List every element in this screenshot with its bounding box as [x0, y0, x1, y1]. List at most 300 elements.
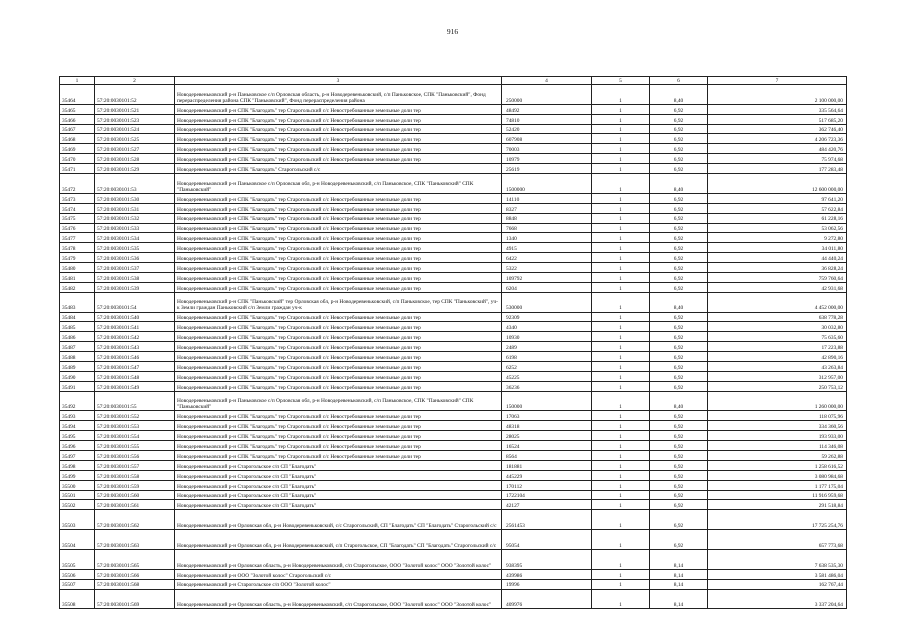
cadastral-number: 57:20:0030101:528: [95, 154, 175, 164]
rate-value: 6,92: [650, 312, 708, 322]
quantity-value: 1: [592, 144, 650, 154]
quantity-value: 1: [592, 500, 650, 510]
quantity-value: 1: [592, 282, 650, 292]
cadastral-number: 57:20:0030101:555: [95, 441, 175, 451]
cadastral-number: 57:20:0030101:539: [95, 282, 175, 292]
address-description: Новодеревеньковский р-н СПК "Паньковский" тер Орловская обл, р-н Новодеревеньковский, с/п Паньковское, тер СПК "Паньковский", уч-к Земли граждан Паньковский с/п Земли граждан уч-к: [175, 292, 502, 312]
table-row: [60, 282, 847, 292]
address-description: Новодеревеньковский р-н СПК "Благодать" тер Старогольский с/с Невостребованные земельные доли тер: [175, 124, 502, 134]
cadastral-number: 57:20:0030101:54: [95, 292, 175, 312]
cadastral-number: 57:20:0030101:537: [95, 263, 175, 273]
total-value: 30 032,80: [708, 322, 847, 332]
quantity-value: 1: [592, 352, 650, 362]
table-body: [60, 85, 847, 609]
cadastral-number: 57:20:0030101:543: [95, 342, 175, 352]
table-row: [60, 292, 847, 312]
row-number: 35485: [60, 322, 95, 332]
total-value: 11 916 959,68: [708, 490, 847, 500]
area-value: 8327: [502, 203, 592, 213]
area-value: 25619: [502, 164, 592, 174]
table-row: [60, 223, 847, 233]
total-value: 638 778,28: [708, 312, 847, 322]
row-number: 35470: [60, 154, 95, 164]
table-row: [60, 193, 847, 203]
total-value: 162 767,44: [708, 579, 847, 589]
table-row: [60, 569, 847, 579]
page-number: 916: [446, 27, 459, 36]
cadastral-number: 57:20:0030101:554: [95, 431, 175, 441]
area-value: 1340: [502, 233, 592, 243]
address-description: Новодеревеньковский р-н СПК "Благодать" тер Старогольский с/с Невостребованные земельные доли тер: [175, 421, 502, 431]
table-row: [60, 411, 847, 421]
table-row: [60, 243, 847, 253]
rate-value: 6,92: [650, 193, 708, 203]
total-value: 43 263,84: [708, 361, 847, 371]
cadastral-number: 57:20:0030101:55: [95, 391, 175, 411]
total-value: 114 346,08: [708, 441, 847, 451]
total-value: 44 440,24: [708, 253, 847, 263]
total-value: 75 635,60: [708, 332, 847, 342]
address-description: Новодеревеньковский р-н Паньковское с/п Орловская обл, р-н Новодеревеньковский, с/п Паньковское, СПК "Паньковский" СПК "Паньковский": [175, 174, 502, 194]
total-value: 1 177 175,04: [708, 480, 847, 490]
quantity-value: 1: [592, 114, 650, 124]
cadastral-number: 57:20:0030101:525: [95, 134, 175, 144]
row-number: 35466: [60, 114, 95, 124]
area-value: 95054: [502, 530, 592, 550]
rate-value: 6,92: [650, 134, 708, 144]
table-header: [60, 77, 847, 85]
quantity-value: 1: [592, 332, 650, 342]
quantity-value: 1: [592, 421, 650, 431]
rate-value: 6,92: [650, 263, 708, 273]
area-value: 19996: [502, 579, 592, 589]
area-value: 17063: [502, 411, 592, 421]
address-description: Новодеревеньковский р-н СПК "Благодать" тер Старогольский с/с Невостребованные земельные доли тер: [175, 263, 502, 273]
rate-value: 8,40: [650, 391, 708, 411]
quantity-value: 1: [592, 342, 650, 352]
area-value: 2489: [502, 342, 592, 352]
total-value: 59 262,88: [708, 451, 847, 461]
cadastral-number: 57:20:0030101:521: [95, 104, 175, 114]
area-value: 48492: [502, 104, 592, 114]
cadastral-number: 57:20:0030101:561: [95, 500, 175, 510]
total-value: 97 641,20: [708, 193, 847, 203]
area-value: 16524: [502, 441, 592, 451]
area-value: 170112: [502, 480, 592, 490]
table-row: [60, 530, 847, 550]
quantity-value: 1: [592, 85, 650, 105]
address-description: Новодеревеньковский р-н СПК "Благодать" тер Старогольский с/с Невостребованные земельные доли тер: [175, 104, 502, 114]
table-row: [60, 579, 847, 589]
quantity-value: 1: [592, 174, 650, 194]
area-value: 45225: [502, 371, 592, 381]
quantity-value: 1: [592, 164, 650, 174]
total-value: 9 272,80: [708, 233, 847, 243]
rate-value: 6,92: [650, 381, 708, 391]
rate-value: 6,92: [650, 253, 708, 263]
address-description: Новодеревеньковский р-н Орловская область, р-н Новодеревеньковский, с/п Старогольское, ООО "Золотой колос" ООО "Золотой колос": [175, 589, 502, 609]
quantity-value: 1: [592, 460, 650, 470]
address-description: Новодеревеньковский р-н Паньковское с/п Орловская область, р-н Новодеревеньковский, с/п Паньковское, СПК "Паньковский", Фонд перераспределения района СПК "Паньковский", Фонд перераспределения района: [175, 85, 502, 105]
total-value: 484 420,76: [708, 144, 847, 154]
row-number: 35481: [60, 272, 95, 282]
area-value: 52420: [502, 124, 592, 134]
cadastral-number: 57:20:0030101:533: [95, 223, 175, 233]
address-description: Новодеревеньковский р-н СПК "Благодать" тер Старогольский с/с Невостребованные земельные доли тер: [175, 431, 502, 441]
cadastral-number: 57:20:0030101:53: [95, 174, 175, 194]
quantity-value: 1: [592, 411, 650, 421]
rate-value: 6,92: [650, 223, 708, 233]
quantity-value: 1: [592, 253, 650, 263]
total-value: 335 564,64: [708, 104, 847, 114]
quantity-value: 1: [592, 510, 650, 530]
rate-value: 6,92: [650, 322, 708, 332]
total-value: 4 452 000,00: [708, 292, 847, 312]
row-number: 35487: [60, 342, 95, 352]
cadastral-number: 57:20:0030101:530: [95, 193, 175, 203]
cadastral-number: 57:20:0030101:536: [95, 253, 175, 263]
area-value: 10930: [502, 332, 592, 342]
rate-value: 6,92: [650, 233, 708, 243]
quantity-value: 1: [592, 530, 650, 550]
address-description: Новодеревеньковский р-н СПК "Благодать" тер Старогольский с/с Невостребованные земельные доли тер: [175, 114, 502, 124]
land-registry-table: [59, 76, 847, 609]
cadastral-number: 57:20:0030101:560: [95, 490, 175, 500]
row-number: 35477: [60, 233, 95, 243]
cadastral-number: 57:20:0030101:531: [95, 203, 175, 213]
row-number: 35489: [60, 361, 95, 371]
total-value: 291 518,84: [708, 500, 847, 510]
quantity-value: 1: [592, 361, 650, 371]
total-value: 61 228,16: [708, 213, 847, 223]
quantity-value: 1: [592, 391, 650, 411]
total-value: 42 890,16: [708, 352, 847, 362]
rate-value: 8,14: [650, 589, 708, 609]
table-row: [60, 312, 847, 322]
area-value: 14110: [502, 193, 592, 203]
total-value: 17 223,88: [708, 342, 847, 352]
area-value: 409976: [502, 589, 592, 609]
table-row: [60, 85, 847, 105]
area-value: 42127: [502, 500, 592, 510]
table-row: [60, 391, 847, 411]
quantity-value: 1: [592, 193, 650, 203]
table-row: [60, 213, 847, 223]
quantity-value: 1: [592, 272, 650, 282]
total-value: 3 080 984,68: [708, 470, 847, 480]
address-description: Новодеревеньковский р-н СПК "Благодать" Старогольский с/с: [175, 164, 502, 174]
row-number: 35498: [60, 460, 95, 470]
area-value: 1722104: [502, 490, 592, 500]
table-row: [60, 460, 847, 470]
row-number: 35479: [60, 253, 95, 263]
address-description: Новодеревеньковский р-н СПК "Благодать" тер Старогольский с/с Невостребованные земельные доли тер: [175, 203, 502, 213]
rate-value: 6,92: [650, 203, 708, 213]
rate-value: 6,92: [650, 342, 708, 352]
cadastral-number: 57:20:0030101:566: [95, 569, 175, 579]
rate-value: 8,40: [650, 85, 708, 105]
rate-value: 6,92: [650, 431, 708, 441]
total-value: 4 206 723,36: [708, 134, 847, 144]
address-description: Новодеревеньковский р-н СПК "Благодать" тер Старогольский с/с Невостребованные земельные доли тер: [175, 352, 502, 362]
address-description: Новодеревеньковский р-н Старогольское с/п СП "Благодать": [175, 480, 502, 490]
total-value: 34 011,80: [708, 243, 847, 253]
address-description: Новодеревеньковский р-н СПК "Благодать" тер Старогольский с/с Невостребованные земельные доли тер: [175, 144, 502, 154]
quantity-value: 1: [592, 312, 650, 322]
total-value: 57 622,84: [708, 203, 847, 213]
total-value: 53 062,56: [708, 223, 847, 233]
quantity-value: 1: [592, 381, 650, 391]
total-value: 517 685,20: [708, 114, 847, 124]
rate-value: 6,92: [650, 371, 708, 381]
rate-value: 6,92: [650, 144, 708, 154]
total-value: 250 753,12: [708, 381, 847, 391]
rate-value: 6,92: [650, 154, 708, 164]
table-row: [60, 203, 847, 213]
table-row: [60, 510, 847, 530]
quantity-value: 1: [592, 431, 650, 441]
total-value: 75 974,68: [708, 154, 847, 164]
table-row: [60, 272, 847, 282]
address-description: Новодеревеньковский р-н Орловская обл, р-н Новодеревеньковский, с/п Старогольское, СП "Благодать" СП "Благодать" Старогольский с/с: [175, 530, 502, 550]
row-number: 35503: [60, 510, 95, 530]
cadastral-number: 57:20:0030101:556: [95, 451, 175, 461]
row-number: 35473: [60, 193, 95, 203]
rate-value: 6,92: [650, 361, 708, 371]
area-value: 1500000: [502, 174, 592, 194]
header-cell-7: 7: [708, 77, 847, 85]
rate-value: 6,92: [650, 104, 708, 114]
table-row: [60, 470, 847, 480]
rate-value: 6,92: [650, 114, 708, 124]
cadastral-number: 57:20:0030101:552: [95, 411, 175, 421]
total-value: 657 773,68: [708, 530, 847, 550]
row-number: 35501: [60, 490, 95, 500]
area-value: 530000: [502, 292, 592, 312]
address-description: Новодеревеньковский р-н СПК "Благодать" тер Старогольский с/с Невостребованные земельные доли тер: [175, 233, 502, 243]
quantity-value: 1: [592, 490, 650, 500]
rate-value: 6,92: [650, 441, 708, 451]
total-value: 334 360,56: [708, 421, 847, 431]
table-row: [60, 164, 847, 174]
rate-value: 6,92: [650, 421, 708, 431]
rate-value: 6,92: [650, 480, 708, 490]
quantity-value: 1: [592, 470, 650, 480]
address-description: Новодеревеньковский р-н СПК "Благодать" тер Старогольский с/с Невостребованные земельные доли тер: [175, 134, 502, 144]
address-description: Новодеревеньковский р-н СПК "Благодать" тер Старогольский с/с Невостребованные земельные доли тер: [175, 282, 502, 292]
address-description: Новодеревеньковский р-н Старогольское с/п СП "Благодать": [175, 460, 502, 470]
row-number: 35472: [60, 174, 95, 194]
total-value: 193 933,00: [708, 431, 847, 441]
area-value: 10979: [502, 154, 592, 164]
row-number: 35484: [60, 312, 95, 322]
quantity-value: 1: [592, 233, 650, 243]
table-row: [60, 431, 847, 441]
total-value: 118 075,96: [708, 411, 847, 421]
row-number: 35493: [60, 411, 95, 421]
total-value: 12 600 000,00: [708, 174, 847, 194]
total-value: 312 957,00: [708, 371, 847, 381]
row-number: 35474: [60, 203, 95, 213]
cadastral-number: 57:20:0030101:565: [95, 549, 175, 569]
area-value: 150000: [502, 391, 592, 411]
row-number: 35497: [60, 451, 95, 461]
rate-value: 6,92: [650, 411, 708, 421]
rate-value: 6,92: [650, 470, 708, 480]
row-number: 35499: [60, 470, 95, 480]
quantity-value: 1: [592, 104, 650, 114]
area-value: 5322: [502, 263, 592, 273]
rate-value: 6,92: [650, 332, 708, 342]
total-value: 7 638 535,30: [708, 549, 847, 569]
quantity-value: 1: [592, 243, 650, 253]
table-row: [60, 322, 847, 332]
address-description: Новодеревеньковский р-н Паньковское с/п Орловская обл, р-н Новодеревеньковский, с/п Паньковское, СПК "Паньковский" СПК "Паньковский": [175, 391, 502, 411]
rate-value: 6,92: [650, 490, 708, 500]
header-cell-5: 5: [592, 77, 650, 85]
table-row: [60, 352, 847, 362]
area-value: 6204: [502, 282, 592, 292]
row-number: 35495: [60, 431, 95, 441]
address-description: Новодеревеньковский р-н СПК "Благодать" тер Старогольский с/с Невостребованные земельные доли тер: [175, 243, 502, 253]
rate-value: 6,92: [650, 500, 708, 510]
cadastral-number: 57:20:0030101:523: [95, 114, 175, 124]
address-description: Новодеревеньковский р-н СПК "Благодать" тер Старогольский с/с Невостребованные земельные доли тер: [175, 332, 502, 342]
address-description: Новодеревеньковский р-н СПК "Благодать" тер Старогольский с/с Невостребованные земельные доли тер: [175, 441, 502, 451]
total-value: 1 258 616,52: [708, 460, 847, 470]
table-row: [60, 253, 847, 263]
address-description: Новодеревеньковский р-н СПК "Благодать" тер Старогольский с/с Невостребованные земельные доли тер: [175, 193, 502, 203]
address-description: Новодеревеньковский р-н СПК "Благодать" тер Старогольский с/с Невостребованные земельные доли тер: [175, 272, 502, 282]
total-value: 36 828,24: [708, 263, 847, 273]
quantity-value: 1: [592, 263, 650, 273]
row-number: 35469: [60, 144, 95, 154]
area-value: 70003: [502, 144, 592, 154]
row-number: 35492: [60, 391, 95, 411]
table-row: [60, 451, 847, 461]
area-value: 250000: [502, 85, 592, 105]
row-number: 35488: [60, 352, 95, 362]
address-description: Новодеревеньковский р-н Старогольское с/п СП "Благодать": [175, 470, 502, 480]
row-number: 35506: [60, 569, 95, 579]
cadastral-number: 57:20:0030101:541: [95, 322, 175, 332]
quantity-value: 1: [592, 203, 650, 213]
area-value: 445229: [502, 470, 592, 480]
address-description: Новодеревеньковский р-н ООО "Золотой колос" Старогольский с/с: [175, 569, 502, 579]
quantity-value: 1: [592, 549, 650, 569]
quantity-value: 1: [592, 292, 650, 312]
table-row: [60, 361, 847, 371]
quantity-value: 1: [592, 441, 650, 451]
header-cell-3: 3: [175, 77, 502, 85]
quantity-value: 1: [592, 589, 650, 609]
quantity-value: 1: [592, 223, 650, 233]
rate-value: 6,92: [650, 451, 708, 461]
address-description: Новодеревеньковский р-н СПК "Благодать" тер Старогольский с/с Невостребованные земельные доли тер: [175, 223, 502, 233]
area-value: 607908: [502, 134, 592, 144]
row-number: 35486: [60, 332, 95, 342]
rate-value: 6,92: [650, 213, 708, 223]
cadastral-number: 57:20:0030101:557: [95, 460, 175, 470]
quantity-value: 1: [592, 134, 650, 144]
area-value: 2561453: [502, 510, 592, 530]
rate-value: 6,92: [650, 243, 708, 253]
table-row: [60, 480, 847, 490]
row-number: 35475: [60, 213, 95, 223]
total-value: 362 746,40: [708, 124, 847, 134]
area-value: 938395: [502, 549, 592, 569]
cadastral-number: 57:20:0030101:535: [95, 243, 175, 253]
area-value: 181881: [502, 460, 592, 470]
table-row: [60, 549, 847, 569]
address-description: Новодеревеньковский р-н СПК "Благодать" тер Старогольский с/с Невостребованные земельные доли тер: [175, 371, 502, 381]
table-row: [60, 500, 847, 510]
area-value: 74810: [502, 114, 592, 124]
row-number: 35504: [60, 530, 95, 550]
address-description: Новодеревеньковский р-н СПК "Благодать" тер Старогольский с/с Невостребованные земельные доли тер: [175, 154, 502, 164]
row-number: 35490: [60, 371, 95, 381]
table-row: [60, 332, 847, 342]
table-row: [60, 421, 847, 431]
cadastral-number: 57:20:0030101:529: [95, 164, 175, 174]
row-number: 35505: [60, 549, 95, 569]
quantity-value: 1: [592, 213, 650, 223]
rate-value: 8,40: [650, 292, 708, 312]
row-number: 35467: [60, 124, 95, 134]
table-row: [60, 342, 847, 352]
cadastral-number: 57:20:0030101:542: [95, 332, 175, 342]
row-number: 35480: [60, 263, 95, 273]
address-description: Новодеревеньковский р-н СПК "Благодать" тер Старогольский с/с Невостребованные земельные доли тер: [175, 322, 502, 332]
row-number: 35502: [60, 500, 95, 510]
cadastral-number: 57:20:0030101:549: [95, 381, 175, 391]
quantity-value: 1: [592, 579, 650, 589]
row-number: 35476: [60, 223, 95, 233]
address-description: Новодеревеньковский р-н СПК "Благодать" тер Старогольский с/с Невостребованные земельные доли тер: [175, 213, 502, 223]
area-value: 439986: [502, 569, 592, 579]
area-value: 4915: [502, 243, 592, 253]
rate-value: 6,92: [650, 272, 708, 282]
area-value: 7668: [502, 223, 592, 233]
cadastral-number: 57:20:0030101:538: [95, 272, 175, 282]
rate-value: 8,14: [650, 579, 708, 589]
row-number: 35483: [60, 292, 95, 312]
row-number: 35464: [60, 85, 95, 105]
total-value: 2 100 000,00: [708, 85, 847, 105]
header-row: [60, 77, 847, 85]
quantity-value: 1: [592, 154, 650, 164]
rate-value: 6,92: [650, 164, 708, 174]
row-number: 35500: [60, 480, 95, 490]
address-description: Новодеревеньковский р-н Старогольское с/п СП "Благодать": [175, 500, 502, 510]
address-description: Новодеревеньковский р-н СПК "Благодать" тер Старогольский с/с Невостребованные земельные доли тер: [175, 361, 502, 371]
cadastral-number: 57:20:0030101:547: [95, 361, 175, 371]
row-number: 35491: [60, 381, 95, 391]
cadastral-number: 57:20:0030101:558: [95, 470, 175, 480]
row-number: 35496: [60, 441, 95, 451]
table-row: [60, 371, 847, 381]
row-number: 35465: [60, 104, 95, 114]
cadastral-number: 57:20:0030101:563: [95, 530, 175, 550]
rate-value: 8,40: [650, 174, 708, 194]
table-row: [60, 441, 847, 451]
rate-value: 6,92: [650, 352, 708, 362]
table-row: [60, 114, 847, 124]
area-value: 8848: [502, 213, 592, 223]
cadastral-number: 57:20:0030101:524: [95, 124, 175, 134]
cadastral-number: 57:20:0030101:562: [95, 510, 175, 530]
header-cell-6: 6: [650, 77, 708, 85]
